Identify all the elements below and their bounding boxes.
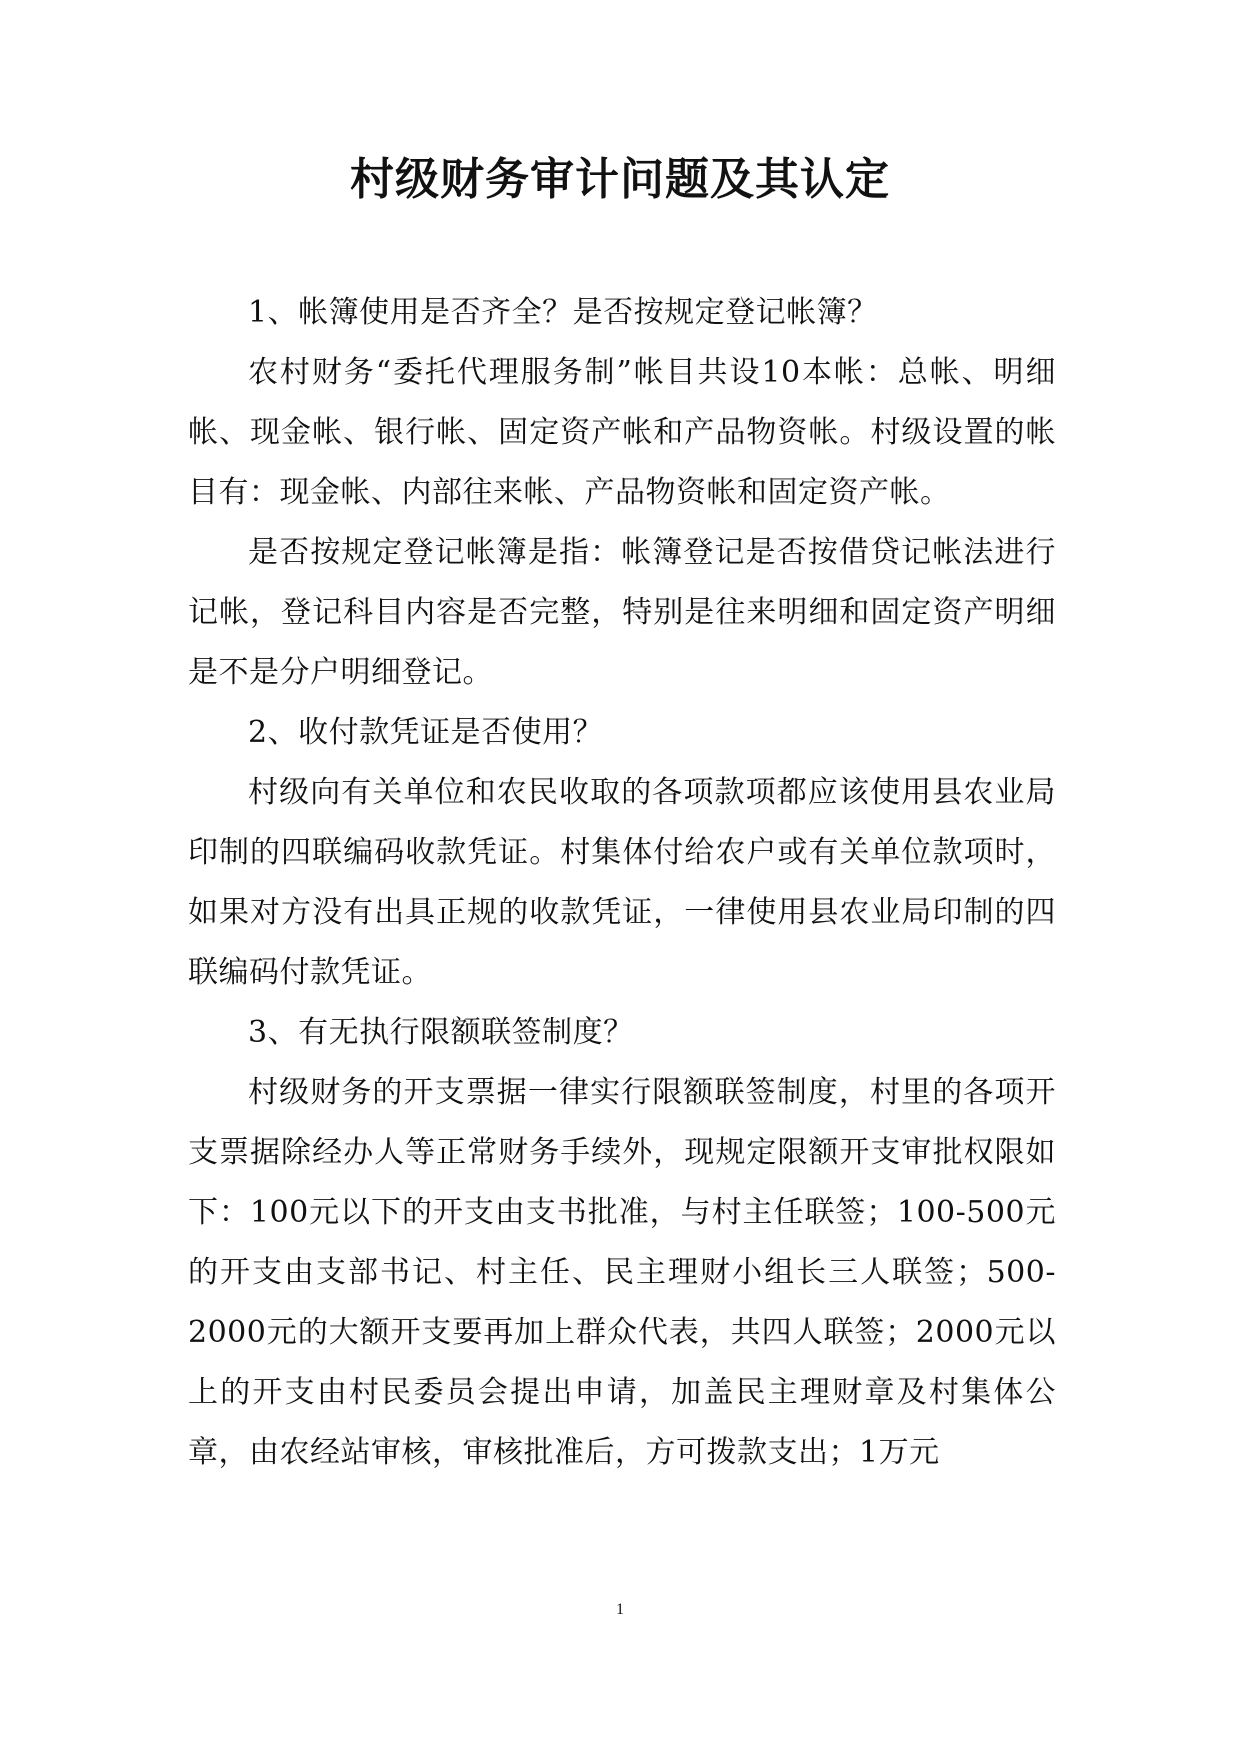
paragraph-registration: 是否按规定登记帐簿是指：帐簿登记是否按借贷记帐法进行记帐，登记科目内容是否完整，特别是往来明细和固定资产明细是不是分户明细登记。 — [188, 535, 1056, 690]
section-heading-1: 1、帐簿使用是否齐全？是否按规定登记帐簿？ — [248, 295, 878, 330]
document-title: 村级财务审计问题及其认定 — [350, 154, 890, 205]
document-body — [188, 283, 1056, 1483]
paragraph-cosigning: 村级财务的开支票据一律实行限额联签制度，村里的各项开支票据除经办人等正常财务手续外，现规定限额开支审批权限如下：100元以下的开支由支书批准，与村主任联签；100-500元的开支由支部书记、村主任、民主理财小组长三人联签；500-2000元的大额开支要再加上群众代表，共四人联签；2000元以上的开支由村民委员会提出申请，加盖民主理财章及村集体公章，由农经站审核，审核批准后，方可拨款支出；1万元 — [188, 1075, 1056, 1470]
paragraph-vouchers: 村级向有关单位和农民收取的各项款项都应该使用县农业局印制的四联编码收款凭证。村集体付给农户或有关单位款项时，如果对方没有出具正规的收款凭证，一律使用县农业局印制的四联编码付款凭证。 — [188, 775, 1056, 990]
section-heading-2: 2、收付款凭证是否使用？ — [248, 715, 604, 750]
page-number: 1 — [616, 1601, 624, 1618]
paragraph-account-books: 农村财务“委托代理服务制”帐目共设10本帐：总帐、明细帐、现金帐、银行帐、固定资产帐和产品物资帐。村级设置的帐目有：现金帐、内部往来帐、产品物资帐和固定资产帐。 — [188, 355, 1056, 510]
section-heading-3: 3、有无执行限额联签制度？ — [248, 1015, 634, 1050]
